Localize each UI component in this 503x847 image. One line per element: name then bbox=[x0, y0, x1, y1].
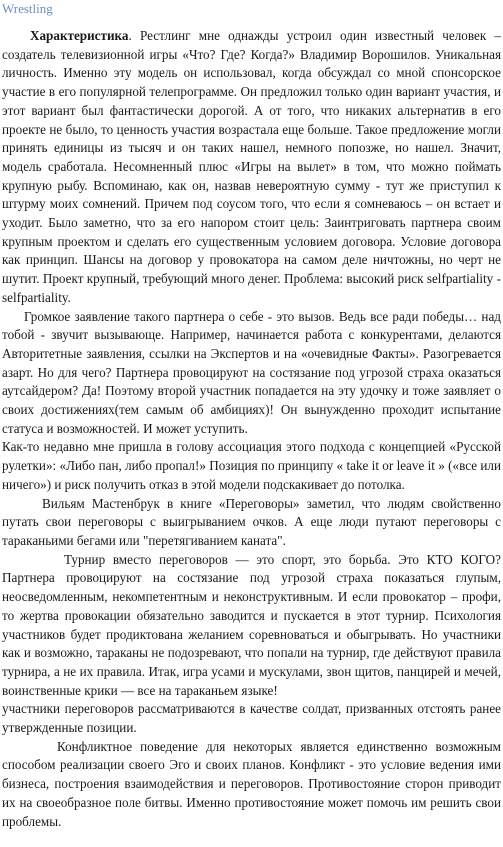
paragraph-loud-statement bbox=[2, 308, 501, 439]
section-link-wrestling[interactable]: Wrestling bbox=[2, 1, 53, 16]
paragraph-lead-characteristic: Характеристика bbox=[30, 28, 129, 43]
paragraph-soldiers bbox=[2, 700, 501, 737]
paragraph-text: Конфликтное поведение для некоторых является единственно возможным способом реализации своего Эго и своих планов. Конфликт - это условие ведения ими бизнеса, построения взаимодействия и переговоров. Противостояние сторон приводит их на своеобразное поле битвы. Именно противостояние может помочь им решить свои проблемы. bbox=[2, 738, 501, 829]
paragraph-mastenbroek bbox=[2, 495, 501, 551]
paragraph-russian-roulette bbox=[2, 438, 501, 494]
paragraph-text: Как-то недавно мне пришла в голову ассоциация этого подхода с концепцией «Русской рулетки»: «Либо пан, либо пропал!» Позиция по принципу « take it or leave it » («все или ничего») и риск получить отказ в этой модели подскакивает до потолка. bbox=[2, 439, 501, 492]
paragraph-text: Турнир вместо переговоров — это спорт, это борьба. Это КТО КОГО? Партнера провоцируют на состязание под угрозой страха показаться глупым, неосведомленным, некомпетентным и неконструктивным. И если провокатор – профи, то жертва провокации обязательно заводится и пускается в этот турнир. Психология участников будет продиктована желанием соревноваться и обыгрывать. Но участники как и возможно, тараканы не подозревают, что попали на турнир, где действуют правила турнира, а не их правила. Итак, игра усами и мускулами, звон щитов, панцирей и мечей, воинственные крики — все на тараканьем языке! bbox=[2, 551, 501, 698]
paragraph-text: Вильям Мастенбрук в книге «Переговоры» заметил, что людям свойственно путать свои переговоры с выигрыванием очков. А еще люди путают переговоры с тараканьими бегами или "перетягиванием каната". bbox=[2, 495, 501, 548]
paragraph-tournament bbox=[2, 551, 501, 701]
paragraph-conflict bbox=[2, 738, 501, 832]
paragraph-characteristic bbox=[2, 27, 501, 308]
paragraph-text: Громкое заявление такого партнера о себе - это вызов. Ведь все ради победы… над тобой - звучит вызывающе. Например, начинается работа с конкурентами, делаются Авторитетные заявления, ссылки на Экспертов и на «очевидные Факты». Разогревается азарт. Но для чего? Партнера провоцируют на состязание под угрозой страха оказаться аутсайдером? Да! Поэтому второй участник попадается на эту удочку и тоже заявляет о своих достижениях(тем самым об амбициях)! Он вынужденно проходит испытание статуса и возможностей. И может уступить. bbox=[2, 308, 501, 436]
paragraph-text: . Рестлинг мне однажды устроил один известный человек – создатель телевизионной игры «Что? Где? Когда?» Владимир Ворошилов. Уникальная личность. Именно эту модель он использовал, когда обсуждал со мной спонсорское участие в его популярной телепрограмме. Он предложил только один вариант участия, и этот вариант был фантастически дорогой. А от того, что никаких альтернатив в его проекте не было, то ценность участия возрастала еще больше. Такое предложение могли принять единицы из тысяч и он таких нашел, немного попозже, но нашел. Значит, модель сработала. Несомненный плюс «Игры на вылет» в том, что можно поймать крупную рыбу. Вспоминаю, как он, назвав невероятную сумму - тут же приступил к штурму моих сомнений. Причем под соусом того, что если я сомневаюсь – он встает и уходит. Было заметно, что за его напором стоит цель: Заинтриговать партнера своим крупным проектом и сделать его существенным условием договора. Условие договора как принцип. Шансы на договор у провокатора на самом деле ничтожны, но черт не шутит. Проект крупный, требующий много денег. Проблема: высокий риск selfpartiality - selfpartiality. bbox=[2, 28, 501, 305]
paragraph-text: участники переговоров рассматриваются в качестве солдат, призванных отстоять ранее утвержденные позиции. bbox=[2, 701, 501, 736]
